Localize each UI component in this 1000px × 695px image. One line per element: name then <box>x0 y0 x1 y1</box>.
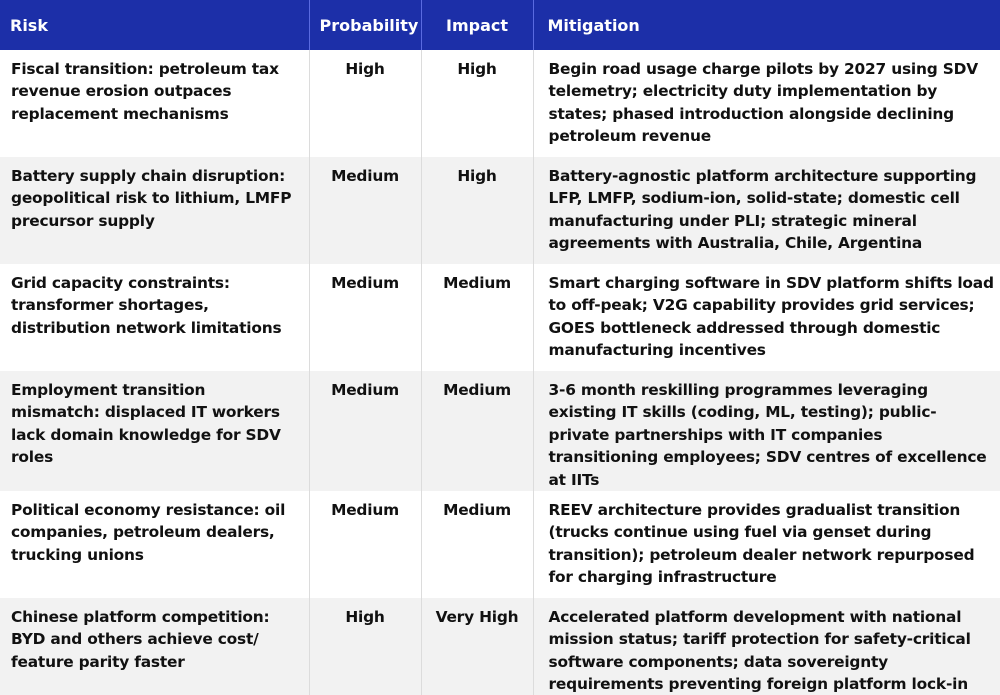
table-row <box>0 371 1000 491</box>
impact-cell: Very High <box>421 598 533 695</box>
column-header-mitigation: Mitigation <box>533 0 1000 50</box>
probability-cell: Medium <box>309 264 421 371</box>
impact-cell: High <box>421 50 533 157</box>
mitigation-cell: Smart charging software in SDV platform shifts load to off-peak; V2G capability provides grid services; GOES bottleneck addressed through domestic manufacturing incentives <box>533 264 1000 371</box>
risk-cell: Chinese platform competition: BYD and others achieve cost/ feature parity faster <box>11 608 270 671</box>
column-header-impact: Impact <box>421 0 533 50</box>
risk-cell: Fiscal transition: petroleum tax revenue erosion outpaces replacement mechanisms <box>11 60 279 123</box>
table-body <box>0 50 1000 695</box>
table-row <box>0 50 1000 157</box>
table-row <box>0 157 1000 264</box>
mitigation-cell: REEV architecture provides gradualist transition (trucks continue using fuel via genset during transition); petroleum dealer network repurposed for charging infrastructure <box>533 491 1000 598</box>
impact-cell: High <box>421 157 533 264</box>
mitigation-cell: 3-6 month reskilling programmes leveraging existing IT skills (coding, ML, testing); public-private partnerships with IT companies transitioning employees; SDV centres of excellence at IITs <box>533 371 1000 491</box>
column-header-risk: Risk <box>10 15 48 35</box>
risk-cell: Political economy resistance: oil companies, petroleum dealers, trucking unions <box>11 501 286 564</box>
mitigation-cell: Accelerated platform development with national mission status; tariff protection for safety-critical software components; data sovereignty requirements preventing foreign platform lock-in <box>533 598 1000 695</box>
risk-cell: Employment transition mismatch: displaced IT workers lack domain knowledge for SDV roles <box>11 381 281 467</box>
probability-cell: High <box>309 598 421 695</box>
table-header <box>0 0 1000 50</box>
probability-cell: Medium <box>309 157 421 264</box>
table-row <box>0 264 1000 371</box>
impact-cell: Medium <box>421 491 533 598</box>
table-row <box>0 598 1000 695</box>
probability-cell: High <box>309 50 421 157</box>
mitigation-cell: Begin road usage charge pilots by 2027 using SDV telemetry; electricity duty implementation by states; phased introduction alongside declining petroleum revenue <box>533 50 1000 157</box>
probability-cell: Medium <box>309 491 421 598</box>
impact-cell: Medium <box>421 264 533 371</box>
risk-cell: Battery supply chain disruption: geopolitical risk to lithium, LMFP precursor supply <box>11 167 292 230</box>
impact-cell: Medium <box>421 371 533 491</box>
column-header-probability: Probability <box>309 0 421 50</box>
header-row <box>0 0 1000 50</box>
probability-cell: Medium <box>309 371 421 491</box>
mitigation-cell: Battery-agnostic platform architecture supporting LFP, LMFP, sodium-ion, solid-state; domestic cell manufacturing under PLI; strategic mineral agreements with Australia, Chile, Argentina <box>533 157 1000 264</box>
table-row <box>0 491 1000 598</box>
risk-cell: Grid capacity constraints: transformer shortages, distribution network limitations <box>11 274 282 337</box>
